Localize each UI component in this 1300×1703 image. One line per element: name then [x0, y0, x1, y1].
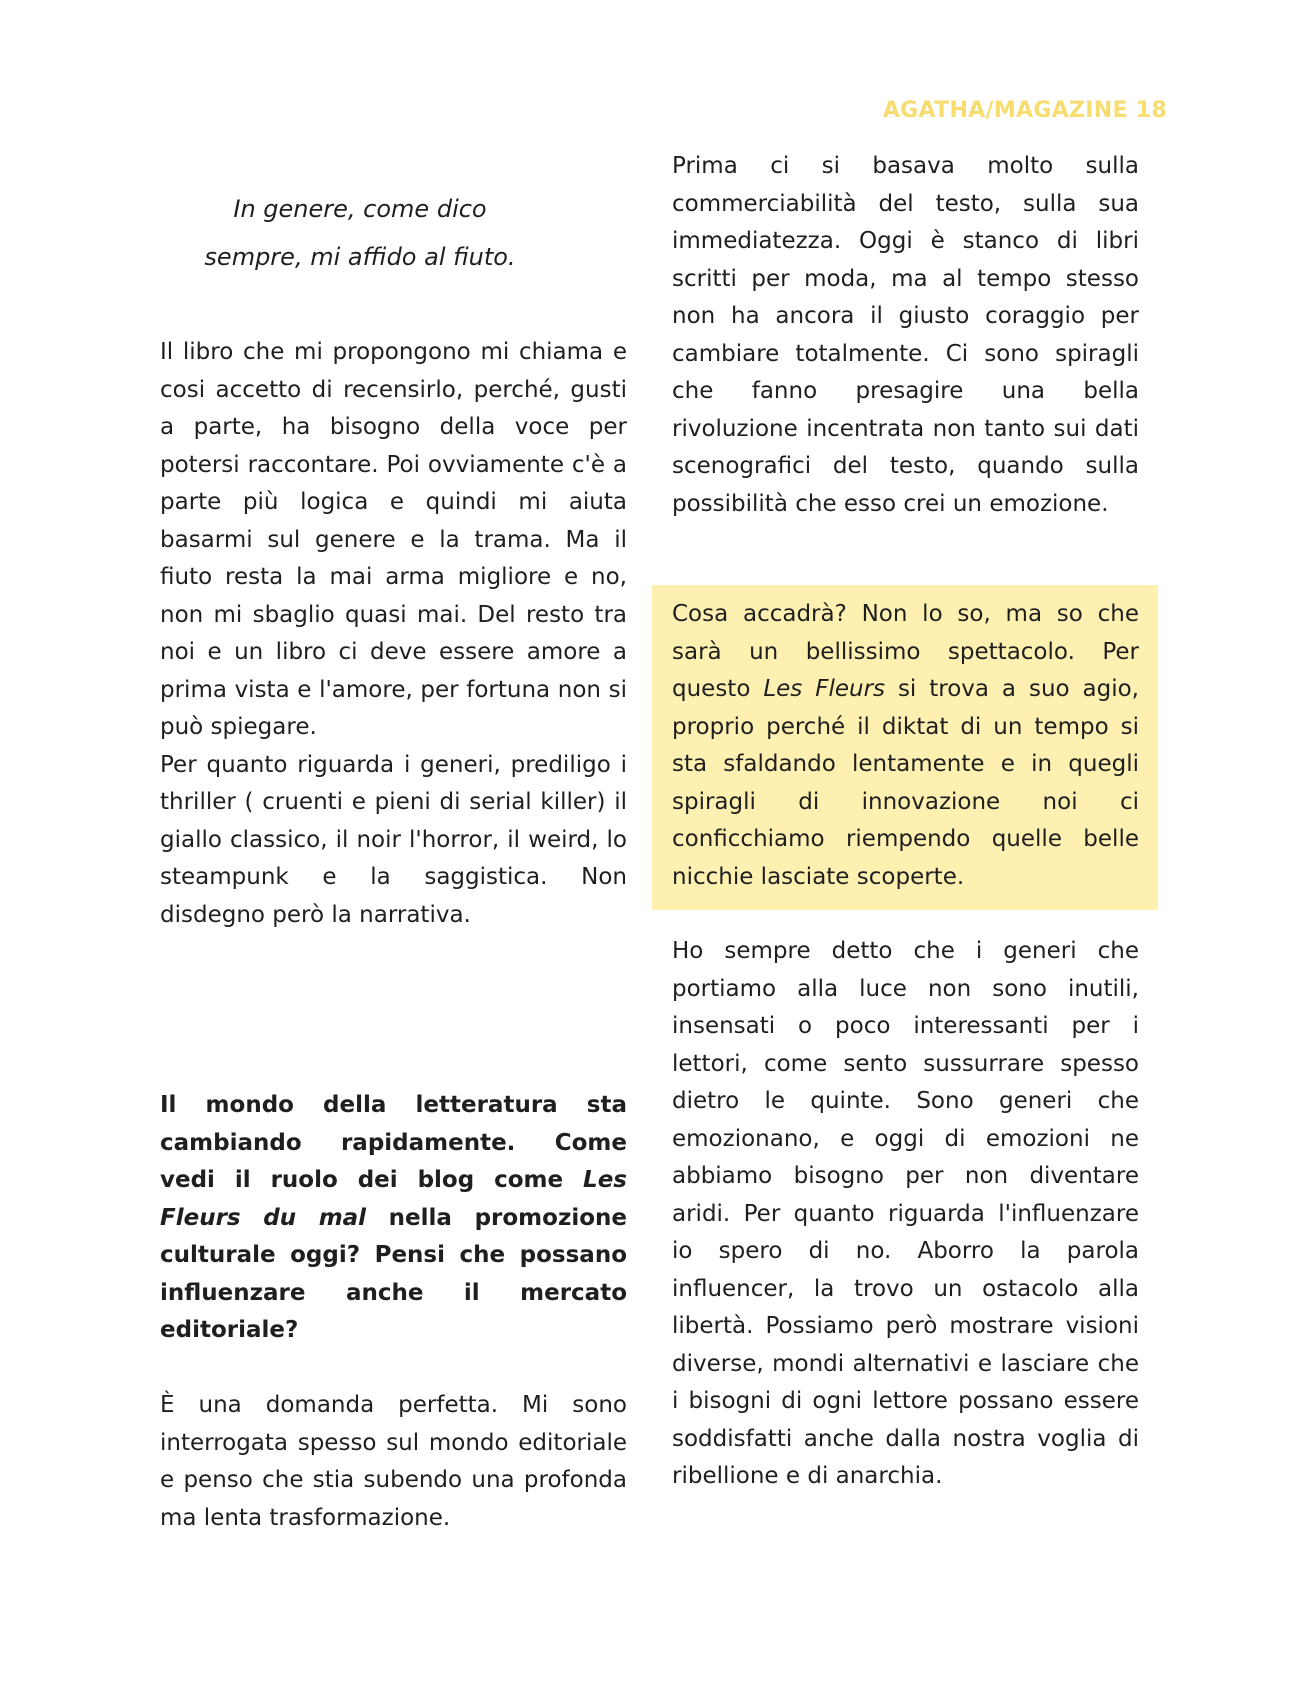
right-paragraph-3: Ho sempre detto che i generi che portiamo alla luce non sono inutili, insensati o poco interessanti per i lettori, come sento sussurrare spesso dietro le quinte. Sono generi che emozionano, e oggi di emozioni ne abbiamo bisogno per non diventare aridi. Per quanto riguarda l'influenzare io spero di no. Aborro la parola influencer, la trovo un ostacolo alla libertà. Possiamo però mostrare visioni diverse, mondi alternativi e lasciare che i bisogni di ogni lettore possano essere soddisfatti anche dalla nostra voglia di ribellione e di anarchia. [672, 938, 1139, 1489]
highlight-part-1: Cosa accadrà? Non lo so, ma so che sarà un bellissimo spettacolo. Per questo [672, 601, 1139, 702]
left-paragraph-2: Per quanto riguarda i generi, prediligo i thriller ( cruenti e pieni di serial killer) il giallo classico, il noir l'horror, il weird, lo steampunk e la saggistica. Non disdegno però la narrativa. [160, 751, 627, 928]
pull-quote-line-1: In genere, come dico [233, 195, 487, 223]
magazine-header: AGATHA/MAGAZINE 18 [882, 98, 1167, 123]
question-text [160, 1087, 627, 1350]
question-part-1: Il mondo della letteratura sta cambiando rapidamente. Come vedi il ruolo dei blog come [160, 1092, 627, 1193]
interview-question [160, 1087, 627, 1350]
highlight-blog-title: Les Fleurs [763, 676, 886, 702]
right-column-body [672, 148, 1139, 523]
pull-quote-line-2: sempre, mi affido al fiuto. [204, 243, 516, 271]
left-answer [160, 1387, 627, 1537]
question-part-2: nella promozione culturale oggi? Pensi che possano influenzare anche il mercato editoriale? [160, 1204, 627, 1343]
right-column-body-2 [672, 933, 1139, 1496]
highlighted-paragraph [672, 596, 1139, 896]
right-paragraph-1: Prima ci si basava molto sulla commerciabilità del testo, sulla sua immediatezza. Oggi è stanco di libri scritti per moda, ma al tempo stesso non ha ancora il giusto coraggio per cambiare totalmente. Ci sono spiragli che fanno presagire una bella rivoluzione incentrata non tanto sui dati scenografici del testo, quando sulla possibilità che esso crei un emozione. [672, 153, 1139, 517]
pull-quote [160, 185, 560, 281]
highlight-part-2: si trova a suo agio, proprio perché il diktat di un tempo si sta sfaldando lentamente e in quegli spiragli di innovazione noi ci conficchiamo riempendo quelle belle nicchie lasciate scoperte. [672, 676, 1139, 890]
highlight-text [672, 596, 1139, 896]
left-paragraph-1: Il libro che mi propongono mi chiama e cosi accetto di recensirlo, perché, gusti a parte, ha bisogno della voce per potersi raccontare. Poi ovviamente c'è a parte più logica e quindi mi aiuta basarmi sul genere e la trama. Ma il fiuto resta la mai arma migliore e no, non mi sbaglio quasi mai. Del resto tra noi e un libro ci deve essere amore a prima vista e l'amore, per fortuna non si può spiegare. [160, 339, 627, 740]
left-column-body [160, 334, 627, 934]
question-blog-title: Les Fleurs du mal [160, 1167, 627, 1231]
left-paragraph-3: È una domanda perfetta. Mi sono interrogata spesso sul mondo editoriale e penso che stia subendo una profonda ma lenta trasformazione. [160, 1392, 627, 1531]
